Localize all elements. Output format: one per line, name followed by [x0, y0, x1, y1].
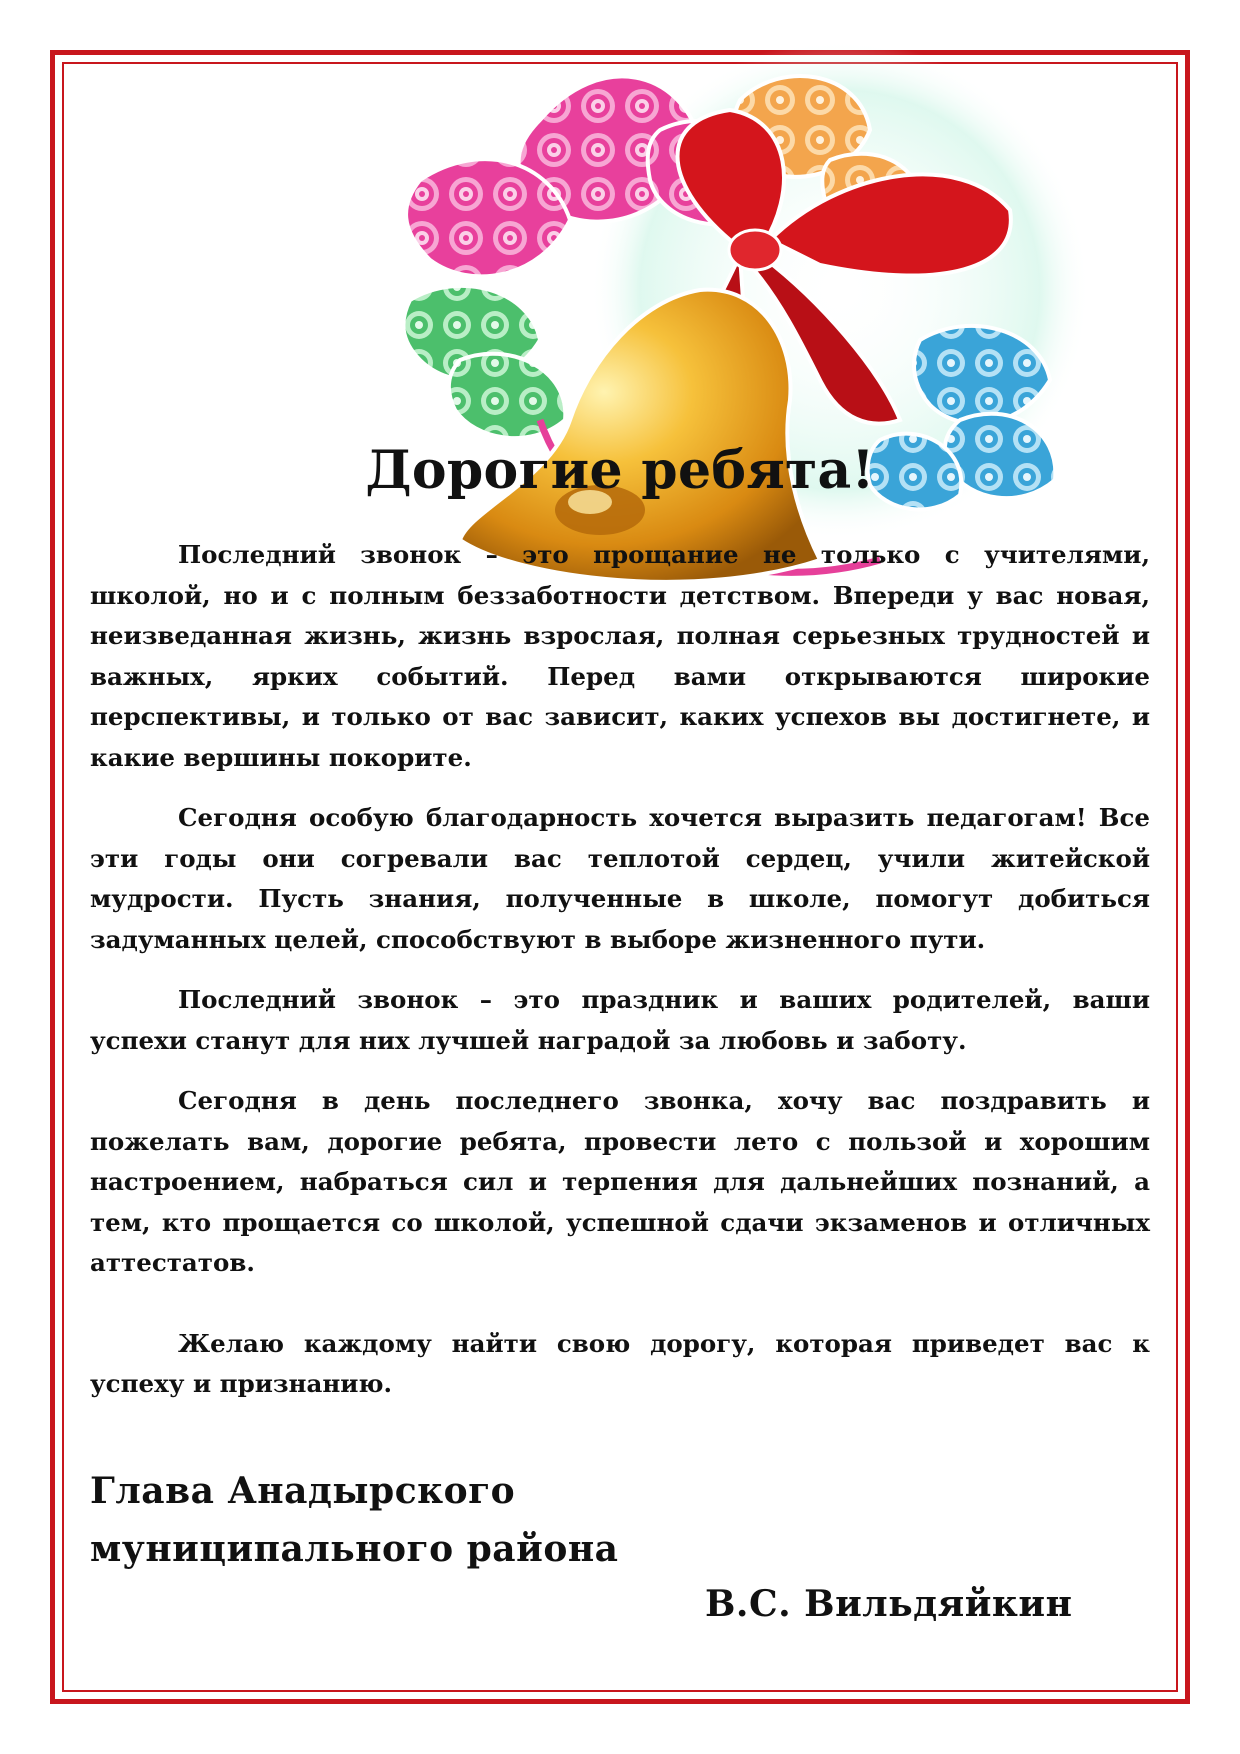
signature-role-line-1: Глава Анадырского: [90, 1470, 516, 1512]
bell-with-bow-icon: [400, 40, 1180, 620]
paragraph: Сегодня особую благодарность хочется выразить педагогам! Все эти годы они согревали вас теплотой сердец, учили житейской мудрости. Пусть знания, полученные в школе, помогут добиться задуманных целей, способствуют в выборе жизненного пути.: [90, 803, 1150, 954]
paragraph: Последний звонок – это прощание не только с учителями, школой, но и с полным беззаботности детством. Впереди у вас новая, неизведанная жизнь, жизнь взрослая, полная серьезных трудностей и важных, ярких событий. Перед вами открываются широкие перспективы, и только от вас зависит, каких успехов вы достигнете, и какие вершины покорите.: [90, 540, 1150, 772]
signature-role-line-2: муниципального района: [90, 1528, 619, 1570]
paragraph: Последний звонок – это праздник и ваших родителей, ваши успехи станут для них лучшей наградой за любовь и заботу.: [90, 985, 1150, 1055]
signature-name: В.С. Вильдяйкин: [705, 1583, 1073, 1625]
signature-role: [90, 1462, 619, 1578]
letter-body: [90, 535, 1150, 1425]
page-title: Дорогие ребята!: [365, 440, 875, 501]
paragraph: Желаю каждому найти свою дорогу, которая приведет вас к успеху и признанию.: [90, 1328, 1150, 1398]
paragraph: Сегодня в день последнего звонка, хочу вас поздравить и пожелать вам, дорогие ребята, провести лето с пользой и хорошим настроением, набраться сил и терпения для дальнейших познаний, а тем, кто прощается со школой, успешной сдачи экзаменов и отличных аттестатов.: [90, 1086, 1150, 1277]
